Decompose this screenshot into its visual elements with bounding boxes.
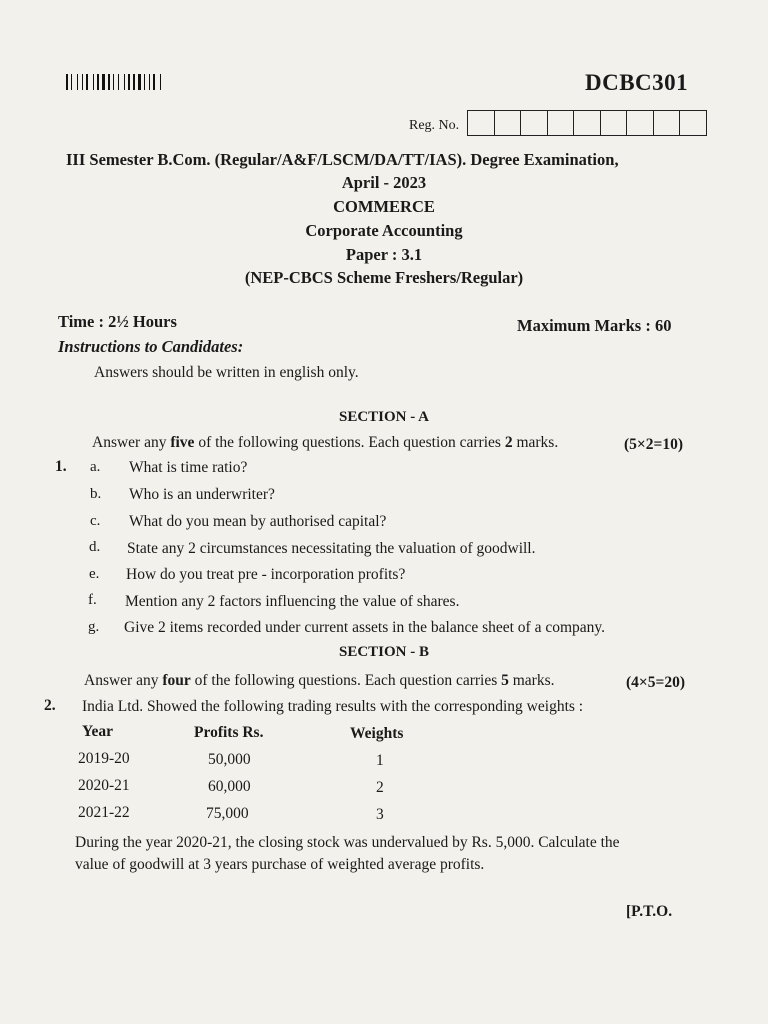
barcode-bar [126,74,127,90]
question-2-text: India Ltd. Showed the following trading results with the corresponding weights : [82,698,584,715]
barcode-bar [89,74,92,90]
intro-text: Answer any [92,434,171,451]
intro-text: of the following questions. Each question carries [194,434,505,451]
section-b-instruction [84,672,555,690]
barcode-bar [115,74,117,90]
item-letter: e. [89,566,100,582]
barcode-bar [111,74,112,90]
question-1-number: 1. [55,458,67,475]
table-cell-weight: 1 [376,752,384,769]
reg-no-box[interactable] [680,111,706,135]
barcode-bar [69,74,70,90]
barcode-bar [162,74,164,90]
table-header-profits: Profits Rs. [194,724,264,741]
intro-text: marks. [508,672,555,689]
section-a-instruction [92,434,558,452]
table-cell-year: 2019-20 [78,750,130,767]
section-a-marks: (5×2=10) [624,436,683,453]
item-text: State any 2 circumstances necessitating the valuation of goodwill. [127,540,536,557]
reg-no-box[interactable] [495,111,522,135]
barcode-bar [133,74,135,90]
intro-bold: four [162,672,191,689]
barcode-bar [153,74,155,90]
barcode-bar [149,74,150,90]
instructions-title: Instructions to Candidates: [58,337,244,356]
barcode-bar [128,74,130,90]
item-letter: d. [89,539,101,555]
item-text: Give 2 items recorded under current assets in the balance sheet of a company. [124,619,606,636]
section-a-title: SECTION - A [338,409,430,425]
item-text: What do you mean by authorised capital? [129,513,387,530]
scheme: (NEP-CBCS Scheme Freshers/Regular) [244,268,524,287]
reg-no-boxes[interactable] [467,110,707,136]
barcode-bar [144,74,145,90]
barcode-bar [73,74,76,90]
intro-bold: 2 [504,434,513,451]
item-letter: f. [88,592,97,608]
intro-bold: 5 [501,672,509,689]
barcode-bar [156,74,159,90]
barcode-bar [93,74,94,90]
barcode-bar [142,74,143,90]
table-header-year: Year [82,723,113,740]
barcode-bar [95,74,96,90]
section-b-title: SECTION - B [338,644,430,660]
barcode-bar [77,74,78,90]
table-cell-profit: 50,000 [208,751,251,768]
subject: COMMERCE [333,197,435,216]
exam-title-line: III Semester B.Com. (Regular/A&F/LSCM/DA/TT/IAS). Degree Examination, [66,150,619,169]
table-cell-weight: 3 [376,806,384,823]
barcode-bar [113,74,114,90]
barcode-bar [71,74,72,90]
barcode-bar [120,74,123,90]
barcode-bar [146,74,148,90]
barcode-bar [82,74,83,90]
intro-bold: five [170,434,195,451]
item-letter: a. [90,459,101,475]
barcode-bar [138,74,141,90]
barcode-bar [124,74,125,90]
table-cell-year: 2021-22 [78,804,130,821]
item-letter: c. [90,513,101,529]
paper-code: DCBC301 [585,70,689,95]
reg-no-box[interactable] [654,111,681,135]
question-2-text-continued: During the year 2020-21, the closing stock was undervalued by Rs. 5,000. Calculate the [75,834,620,851]
barcode-bar [131,74,132,90]
item-letter: g. [88,619,100,635]
instructions-text: Answers should be written in english only. [94,364,359,381]
reg-no-label: Reg. No. [409,118,460,133]
reg-no-box[interactable] [574,111,601,135]
barcode-bar [102,74,105,90]
max-marks: Maximum Marks : 60 [517,316,672,335]
table-cell-year: 2020-21 [78,777,130,794]
barcode-bar [100,74,101,90]
table-header-weights: Weights [350,725,404,742]
question-2-number: 2. [44,697,56,714]
reg-no-box[interactable] [548,111,575,135]
item-text: How do you treat pre - incorporation profits? [126,566,406,583]
intro-text: Answer any [84,672,163,689]
item-text: Mention any 2 factors influencing the value of shares. [125,593,460,610]
barcode-bar [86,74,88,90]
pto-marker: [P.T.O. [626,903,673,920]
barcode-bar [118,74,119,90]
barcode-bar [79,74,81,90]
item-text: What is time ratio? [129,459,248,476]
item-letter: b. [90,486,102,502]
barcode-bar [84,74,85,90]
intro-text: marks. [512,434,559,451]
barcode-bar [160,74,161,90]
reg-no-box[interactable] [601,111,628,135]
item-text: Who is an underwriter? [129,486,275,503]
paper-number: Paper : 3.1 [345,245,423,264]
table-cell-profit: 60,000 [208,778,251,795]
intro-text: of the following questions. Each question carries [190,672,502,689]
barcode-bar [108,74,110,90]
barcode-bar [66,74,68,90]
reg-no-box[interactable] [521,111,548,135]
reg-no-box[interactable] [468,111,495,135]
barcode [66,74,170,90]
table-cell-weight: 2 [376,779,384,796]
table-cell-profit: 75,000 [206,805,249,822]
barcode-bar [136,74,137,90]
time-allowed: Time : 2½ Hours [58,312,177,331]
exam-date: April - 2023 [341,173,427,192]
barcode-bar [151,74,152,90]
section-b-marks: (4×5=20) [626,674,685,691]
barcode-bar [106,74,107,90]
question-2-text-continued: value of goodwill at 3 years purchase of weighted average profits. [75,856,485,873]
reg-no-box[interactable] [627,111,654,135]
barcode-bar [97,74,99,90]
course-title: Corporate Accounting [305,221,463,240]
